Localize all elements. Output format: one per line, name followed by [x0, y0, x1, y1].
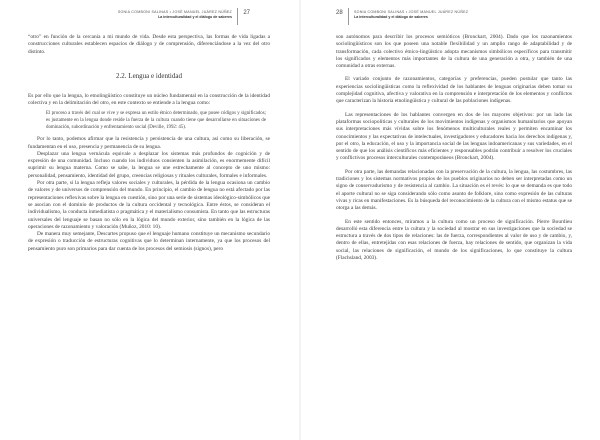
paragraph: El variado conjunto de razonamientos, categorías y preferencias, pueden postular que tanto las experiencias sociolingüísticas como la reflexividad de los hablantes de lenguas originarias deben tomar su complejidad cognitiva, afectiva y valorativa en la comprensión e interpretación de los elementos y conflictos que caracterizan la historia etnolingüística y cultural de las poblaciones indígenas.: [336, 76, 572, 105]
paragraph: Por lo tanto, podemos afirmar que la resistencia y persistencia de una cultura, así como su liberación, se fundamentan en el uso, presencia y permanencia de su lengua.: [28, 136, 270, 150]
running-head-authors: SONIA COMBONI SALINAS • JOSÉ MANUEL JUÁREZ NÚÑEZ: [117, 10, 232, 14]
right-page-body: [336, 34, 572, 262]
page-number: 28: [336, 10, 343, 16]
block-quote: El proceso a través del cual se vive y se expresa un estilo étnico determinado, que posee códigos y significados; es justamente en la lengua donde reside la fuerza de la cultura cuando tiene que desarrollarse en situaciones de dominación, subordinación y enfrentamiento social (Deville, 1992: 45).: [46, 111, 266, 130]
paragraph: son autónomos para describir los procesos semióticos (Bronckart, 2004). Dado que los razonamientos sociolingüísticos son los que poseen una notable flexibilidad y un amplio rango de adaptabilidad y de transformación, cada colectivo étnico-lingüístico adopta mecanismos simbólicos específicos para transmitir los significados y elementos más importantes de la cultura de una generación a otra, y también de una comunidad a otras externas.: [336, 34, 572, 70]
paragraph: “otro” en función de la cercanía a mi mundo de vida. Desde esta perspectiva, las formas de vida ligadas a construcciones culturales establecen espacios de diálogo y de comprensión, diferenciándose a la vez del otro distinto.: [28, 34, 270, 55]
page-number: 27: [243, 10, 250, 16]
section-heading: 2.2. Lengua e identidad: [116, 71, 182, 80]
right-page: [300, 0, 600, 440]
paragraph: En este sentido entonces, miramos a la cultura como un proceso de significación. Pierre Bourdieu desarrolló esta diferencia entre la cultura y la sociedad al mostrar en sus investigaciones que la sociedad se estructura a través de dos tipos de relaciones: las de fuerza, correspondientes al valor de uso y de cambio, y, dentro de ellas, entretejidas con esas relaciones de fuerza, hay relaciones de sentido, que organizan la vida social, las relaciones de significación, el mundo de los significaciones, lo que constituye la cultura (Flachsland, 2003).: [336, 218, 572, 262]
running-head-subtitle: La interculturalidad y el diálogo de saberes: [354, 15, 428, 19]
paragraph: De manera muy semejante, Descartes propuso que el lenguaje humano constituye un mecanismo secundario de expresión o traducción de estructuras cognitivas que lo determinan internamente, ya que los procesos del pensamiento puro son primarios para dar cuenta de los procesos del semiosis (signos), pero: [28, 231, 270, 252]
paragraph: Desplazar una lengua vernácula equivale a desplazar los sistemas más profundos de cognición y de expresión de una comunidad. Incluso cuando los individuos consienten la asimilación, es enormemente difícil suprimir su lengua materna. Como se sabe, la lengua se une estrechamente al concepto de uno mismo: personalidad, pensamiento, identidad del grupo, creencias religiosas y rituales culturales, formales e informales.: [28, 150, 270, 179]
paragraph: Es por ello que la lengua, lo etnolingüístico constituye un núcleo fundamental en la construcción de la identidad colectiva y en la delimitación del otro, en este contexto se entiende a la lengua como:: [28, 92, 270, 107]
paragraph: Por otra parte, las demandas relacionadas con la preservación de la cultura, la lengua, las costumbres, las tradiciones y los sistemas normativos propios de los pueblos originarios no deben ser interpretadas como un signo de conservadurismo y de resistencia al cambio. La situación es el revés: lo que se demanda es que todo el aporte cultural no se siga considerando sólo como asunto de folklore, sino como expresión de las culturas vivas y ricas en manifestaciones. Es la búsqueda del reconocimiento de la cultura con el mismo estatus que se otorga a las demás.: [336, 168, 572, 212]
running-head: [354, 10, 468, 20]
running-head-subtitle: La interculturalidad y el diálogo de saberes: [158, 15, 232, 19]
paragraph: Las representaciones de los hablantes convergen en dos de los mayores objetivos: por un lado las plataformas sociopolíticas y culturales de los movimientos indígenas y organismos humanitarios que apoyan sus interpretaciones más vívidas sobre los fenómenos multiculturales reales y permiten encaminar los conocimientos y las expectativas de intelectuales, investigadores y educadores hacia los derechos indígenas y, por el otro, la educación, el uso y la importancia social de las lenguas indoamericanas y sus variedades, en el sentido de que los análisis científicos más eficientes y responsables podrán contribuir a resolver los cruciales y conflictivos procesos interculturales contemporáneos (Bronckart, 2004).: [336, 111, 572, 162]
header-divider: [237, 8, 238, 25]
header-divider: [348, 8, 349, 25]
running-head-authors: SONIA COMBONI SALINAS • JOSÉ MANUEL JUÁREZ NÚÑEZ: [354, 10, 469, 14]
paragraph: Por otra parte, si la lengua refleja valores sociales y culturales, la pérdida de la lengua ocasiona un cambio de valores y de universos de comprensión del mundo. En principio, el cambio de lengua no está afectado por las representaciones reflexivas sobre la lengua en cuestión, sino por una serie de sistemas ideológico-simbólicos que se asocian con el dominio de productos de la cultura occidental y tecnológica. Entre éstos, se consideran el individualismo, la conducta inmediatista o pragmática y el materialismo consumista. En tanto que las estructuras universales del lenguaje se basan no sólo en la lógica del mundo exterior, sino también en la lógica de las operaciones de razonamiento y valoración (Muñoz, 2010: 10).: [28, 180, 270, 230]
left-page-body: [28, 34, 270, 253]
left-page-header: [28, 0, 270, 34]
running-head: [118, 10, 232, 20]
right-page-header: [336, 0, 572, 34]
